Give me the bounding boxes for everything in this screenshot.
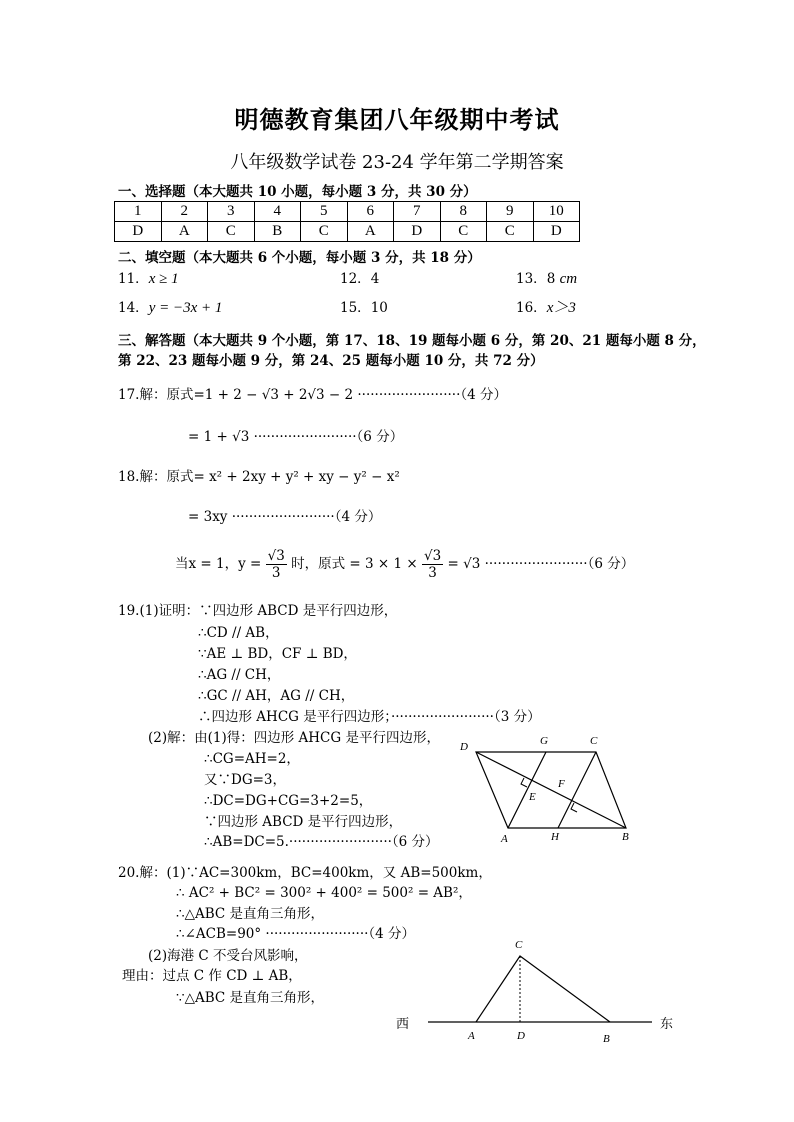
section2-heading: 二、填空题（本大题共 6 个小题，每小题 3 分，共 18 分） bbox=[118, 250, 481, 266]
diagonal-db bbox=[476, 752, 626, 828]
figure-label-west: 西 bbox=[396, 1016, 410, 1031]
section3-heading-line2: 第 22、23 题每小题 9 分，第 24、25 题每小题 10 分，共 72 分） bbox=[118, 353, 544, 369]
fraction-sqrt3-over-3 bbox=[422, 548, 443, 581]
answer-number: 9 bbox=[487, 202, 534, 222]
figure-label: A bbox=[501, 833, 508, 845]
answer-choice: C bbox=[440, 222, 487, 242]
fill-answer-12 bbox=[340, 267, 379, 287]
answer-table-answers-row bbox=[115, 222, 580, 242]
figure-label: D bbox=[517, 1030, 525, 1042]
fill-answer: x＞3 bbox=[546, 300, 576, 316]
figure-label: D bbox=[460, 741, 468, 753]
answer-number: 10 bbox=[533, 202, 580, 222]
answer-number: 1 bbox=[115, 202, 162, 222]
fill-number: 13． bbox=[516, 271, 547, 287]
fill-number: 14． bbox=[118, 300, 149, 316]
q19-line: ∴CG=AH=2， bbox=[204, 751, 300, 767]
section3-heading-line1: 三、解答题（本大题共 9 个小题，第 17、18、19 题每小题 6 分，第 20、21 题每小题 8 分， bbox=[118, 333, 706, 349]
parallelogram-figure bbox=[450, 730, 650, 848]
q19-line: ∵四边形 ABCD 是平行四边形， bbox=[204, 814, 403, 830]
fill-number: 16． bbox=[516, 300, 547, 316]
q19-line: 又∵DG=3， bbox=[204, 772, 287, 788]
fill-number: 11． bbox=[118, 271, 149, 287]
fill-answer: 4 bbox=[370, 271, 380, 287]
q19-line: ∴GC // AH，AG // CH， bbox=[198, 688, 355, 704]
page-subtitle: 八年级数学试卷 23-24 学年第二学期答案 bbox=[230, 152, 564, 173]
figure-label: F bbox=[558, 778, 565, 790]
fill-answer: x ≥ 1 bbox=[148, 271, 179, 287]
fraction-numerator: √3 bbox=[267, 548, 285, 564]
figure-label: B bbox=[603, 1033, 610, 1045]
section1-heading: 一、选择题（本大题共 10 小题，每小题 3 分，共 30 分） bbox=[118, 184, 477, 200]
fraction-denominator: 3 bbox=[271, 565, 281, 581]
answer-choice: D bbox=[394, 222, 441, 242]
q19-line: ∴AG // CH， bbox=[198, 667, 281, 683]
answer-choice: D bbox=[115, 222, 162, 242]
fill-answer-14 bbox=[118, 296, 222, 317]
figure-label: C bbox=[590, 735, 598, 747]
q18-line2: = 3xy ························（4 分） bbox=[188, 509, 382, 525]
q19-line: ∵AE ⊥ BD，CF ⊥ BD， bbox=[198, 646, 357, 662]
q18-line3-part-c: = √3 ························（6 分） bbox=[447, 556, 635, 572]
fill-answer-11 bbox=[118, 267, 179, 288]
q19-line: ∴四边形 AHCG 是平行四边形；························（3 分） bbox=[198, 709, 541, 725]
fill-answer-16 bbox=[516, 296, 576, 317]
answer-number: 6 bbox=[347, 202, 394, 222]
q20-line: 20.解：(1)∵AC=300km，BC=400km，又 AB=500km， bbox=[118, 865, 492, 881]
triangle-acb bbox=[476, 956, 610, 1022]
fraction-sqrt3-over-3 bbox=[266, 548, 287, 581]
figure-label: C bbox=[515, 939, 523, 951]
figure-label: G bbox=[540, 735, 548, 747]
fill-answer: 8 bbox=[546, 271, 560, 287]
answer-table-numbers-row bbox=[115, 202, 580, 222]
answer-table bbox=[114, 201, 580, 242]
figure-label-east: 东 bbox=[660, 1016, 674, 1031]
answer-choice: B bbox=[254, 222, 301, 242]
figure-label: A bbox=[468, 1030, 475, 1042]
answer-number: 3 bbox=[208, 202, 255, 222]
answer-number: 4 bbox=[254, 202, 301, 222]
fill-number: 15． bbox=[340, 300, 371, 316]
fill-answer: 10 bbox=[370, 300, 388, 316]
answer-choice: C bbox=[487, 222, 534, 242]
answer-choice: A bbox=[347, 222, 394, 242]
fill-number: 12． bbox=[340, 271, 371, 287]
fill-answer-13 bbox=[516, 267, 577, 288]
answer-choice: D bbox=[533, 222, 580, 242]
fraction-denominator: 3 bbox=[428, 565, 437, 581]
answer-choice: C bbox=[208, 222, 255, 242]
figure-label: E bbox=[529, 791, 536, 803]
answer-number: 8 bbox=[440, 202, 487, 222]
figure-label: B bbox=[622, 831, 629, 843]
answer-number: 2 bbox=[161, 202, 208, 222]
page-title: 明德教育集团八年级期中考试 bbox=[234, 105, 560, 134]
figure-label: H bbox=[551, 831, 559, 843]
q19-line: (2)解：由(1)得：四边形 AHCG 是平行四边形， bbox=[148, 730, 440, 746]
right-angle-mark-f bbox=[571, 803, 577, 812]
q20-line: ∴△ABC 是直角三角形， bbox=[176, 906, 325, 922]
q20-line: ∵△ABC 是直角三角形， bbox=[176, 990, 325, 1006]
right-angle-mark-e bbox=[521, 778, 527, 787]
segment-ch bbox=[558, 752, 596, 828]
q20-line: (2)海港 C 不受台风影响， bbox=[148, 948, 308, 964]
typhoon-triangle-figure bbox=[390, 934, 690, 1046]
answer-choice: C bbox=[301, 222, 348, 242]
fraction-numerator: √3 bbox=[424, 548, 442, 564]
fill-answer-15 bbox=[340, 296, 388, 316]
segment-ag bbox=[508, 752, 546, 828]
answer-choice: A bbox=[161, 222, 208, 242]
q18-line3-part-a: 当x = 1，y = bbox=[175, 556, 262, 572]
fill-unit: cm bbox=[559, 271, 578, 287]
q17-line2: = 1 + √3 ························（6 分） bbox=[188, 429, 404, 445]
q18-line3-part-b: 时，原式 = 3 × 1 × bbox=[291, 556, 418, 572]
answer-number: 5 bbox=[301, 202, 348, 222]
q20-line: ∴∠ACB=90° ························（4 分） bbox=[176, 926, 416, 942]
q19-line: ∴AB=DC=5.························（6 分） bbox=[204, 834, 439, 850]
q17-line1: 17.解：原式=1 + 2 − √3 + 2√3 − 2 ························（4 分） bbox=[118, 387, 508, 403]
q19-line: ∴CD // AB， bbox=[198, 625, 279, 641]
q19-line: ∴DC=DG+CG=3+2=5， bbox=[204, 793, 373, 809]
q20-line: 理由：过点 C 作 CD ⊥ AB， bbox=[122, 968, 302, 984]
q20-line: ∴ AC² + BC² = 300² + 400² = 500² = AB²， bbox=[176, 885, 472, 901]
q18-line3 bbox=[175, 548, 634, 581]
answer-number: 7 bbox=[394, 202, 441, 222]
q18-line1: 18.解：原式= x² + 2xy + y² + xy − y² − x² bbox=[118, 469, 400, 485]
q19-line: 19.(1)证明：∵四边形 ABCD 是平行四边形， bbox=[118, 603, 398, 619]
fill-answer: y = −3x + 1 bbox=[148, 300, 223, 316]
